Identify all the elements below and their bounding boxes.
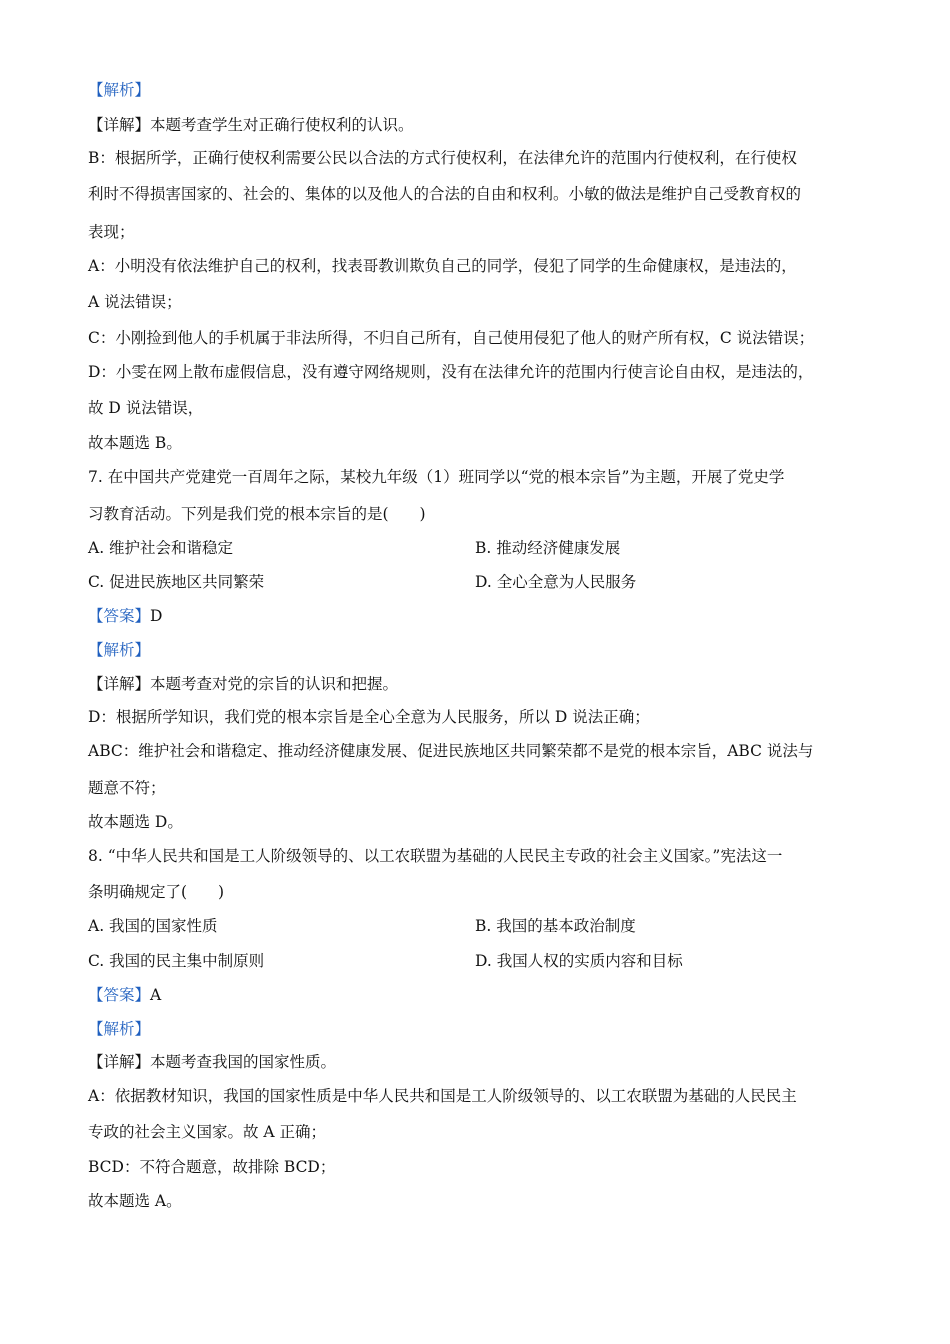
paragraph-line: BCD：不符合题意，故排除 BCD； — [88, 1158, 336, 1176]
option-d: D. 全心全意为人民服务 — [475, 573, 637, 591]
detail-line — [88, 674, 398, 694]
option-c: C. 促进民族地区共同繁荣 — [88, 573, 265, 591]
answer-value: D — [150, 607, 163, 625]
option-a: A. 维护社会和谐稳定 — [88, 539, 234, 557]
option-b: B. 推动经济健康发展 — [475, 539, 621, 557]
detail-label: 【详解】 — [88, 675, 151, 693]
answer-line — [88, 606, 162, 626]
paragraph-line: C：小刚捡到他人的手机属于非法所得，不归自己所有，自己使用侵犯了他人的财产所有权，C 说法错误； — [88, 329, 815, 347]
paragraph-line: D：根据所学知识，我们党的根本宗旨是全心全意为人民服务，所以 D 说法正确； — [88, 708, 650, 726]
analysis-label: 【解析】 — [88, 1020, 151, 1038]
option-c: C. 我国的民主集中制原则 — [88, 952, 265, 970]
paragraph-line: A：依据教材知识，我国的国家性质是中华人民共和国是工人阶级领导的、以工农联盟为基础的人民民主 — [88, 1087, 797, 1105]
detail-line — [88, 1052, 336, 1072]
answer-value: A — [150, 986, 162, 1004]
question-stem: 习教育活动。下列是我们党的根本宗旨的是( ) — [88, 505, 426, 523]
detail-text: 本题考查我国的国家性质。 — [150, 1053, 337, 1071]
analysis-label: 【解析】 — [88, 641, 151, 659]
answer-label: 【答案】 — [88, 607, 151, 625]
question-stem: 8. “中华人民共和国是工人阶级领导的、以工农联盟为基础的人民民主专政的社会主义国家。”宪法这一 — [88, 847, 783, 865]
detail-line — [88, 115, 414, 135]
option-b: B. 我国的基本政治制度 — [475, 917, 636, 935]
answer-line — [88, 985, 161, 1005]
paragraph-line: 题意不符； — [88, 779, 166, 797]
detail-label: 【详解】 — [88, 1053, 151, 1071]
paragraph-line: 故 D 说法错误， — [88, 399, 204, 417]
conclusion-line: 故本题选 D。 — [88, 813, 183, 831]
detail-text: 本题考查对党的宗旨的认识和把握。 — [150, 675, 399, 693]
option-d: D. 我国人权的实质内容和目标 — [475, 952, 683, 970]
paragraph-line: D：小雯在网上散布虚假信息，没有遵守网络规则，没有在法律允许的范围内行使言论自由权，是违法的， — [88, 363, 814, 381]
question-stem: 条明确规定了( ) — [88, 883, 225, 901]
paragraph-line: A：小明没有依法维护自己的权利，找表哥教训欺负自己的同学，侵犯了同学的生命健康权，是违法的， — [88, 257, 797, 275]
paragraph-line: B：根据所学，正确行使权利需要公民以合法的方式行使权利，在法律允许的范围内行使权利，在行使权 — [88, 149, 797, 167]
paragraph-line: 专政的社会主义国家。故 A 正确； — [88, 1123, 327, 1141]
paragraph-line: 利时不得损害国家的、社会的、集体的以及他人的合法的自由和权利。小敏的做法是维护自己受教育权的 — [88, 185, 802, 203]
analysis-label: 【解析】 — [88, 81, 151, 99]
detail-text: 本题考查学生对正确行使权利的认识。 — [150, 116, 414, 134]
paragraph-line: ABC：维护社会和谐稳定、推动经济健康发展、促进民族地区共同繁荣都不是党的根本宗旨，ABC 说法与 — [88, 742, 814, 760]
paragraph-line: A 说法错误； — [88, 293, 182, 311]
option-a: A. 我国的国家性质 — [88, 917, 218, 935]
conclusion-line: 故本题选 B。 — [88, 434, 182, 452]
conclusion-line: 故本题选 A。 — [88, 1192, 182, 1210]
answer-label: 【答案】 — [88, 986, 151, 1004]
paragraph-line: 表现； — [88, 223, 135, 241]
question-stem: 7. 在中国共产党建党一百周年之际，某校九年级（1）班同学以“党的根本宗旨”为主题，开展了党史学 — [88, 468, 785, 486]
detail-label: 【详解】 — [88, 116, 151, 134]
